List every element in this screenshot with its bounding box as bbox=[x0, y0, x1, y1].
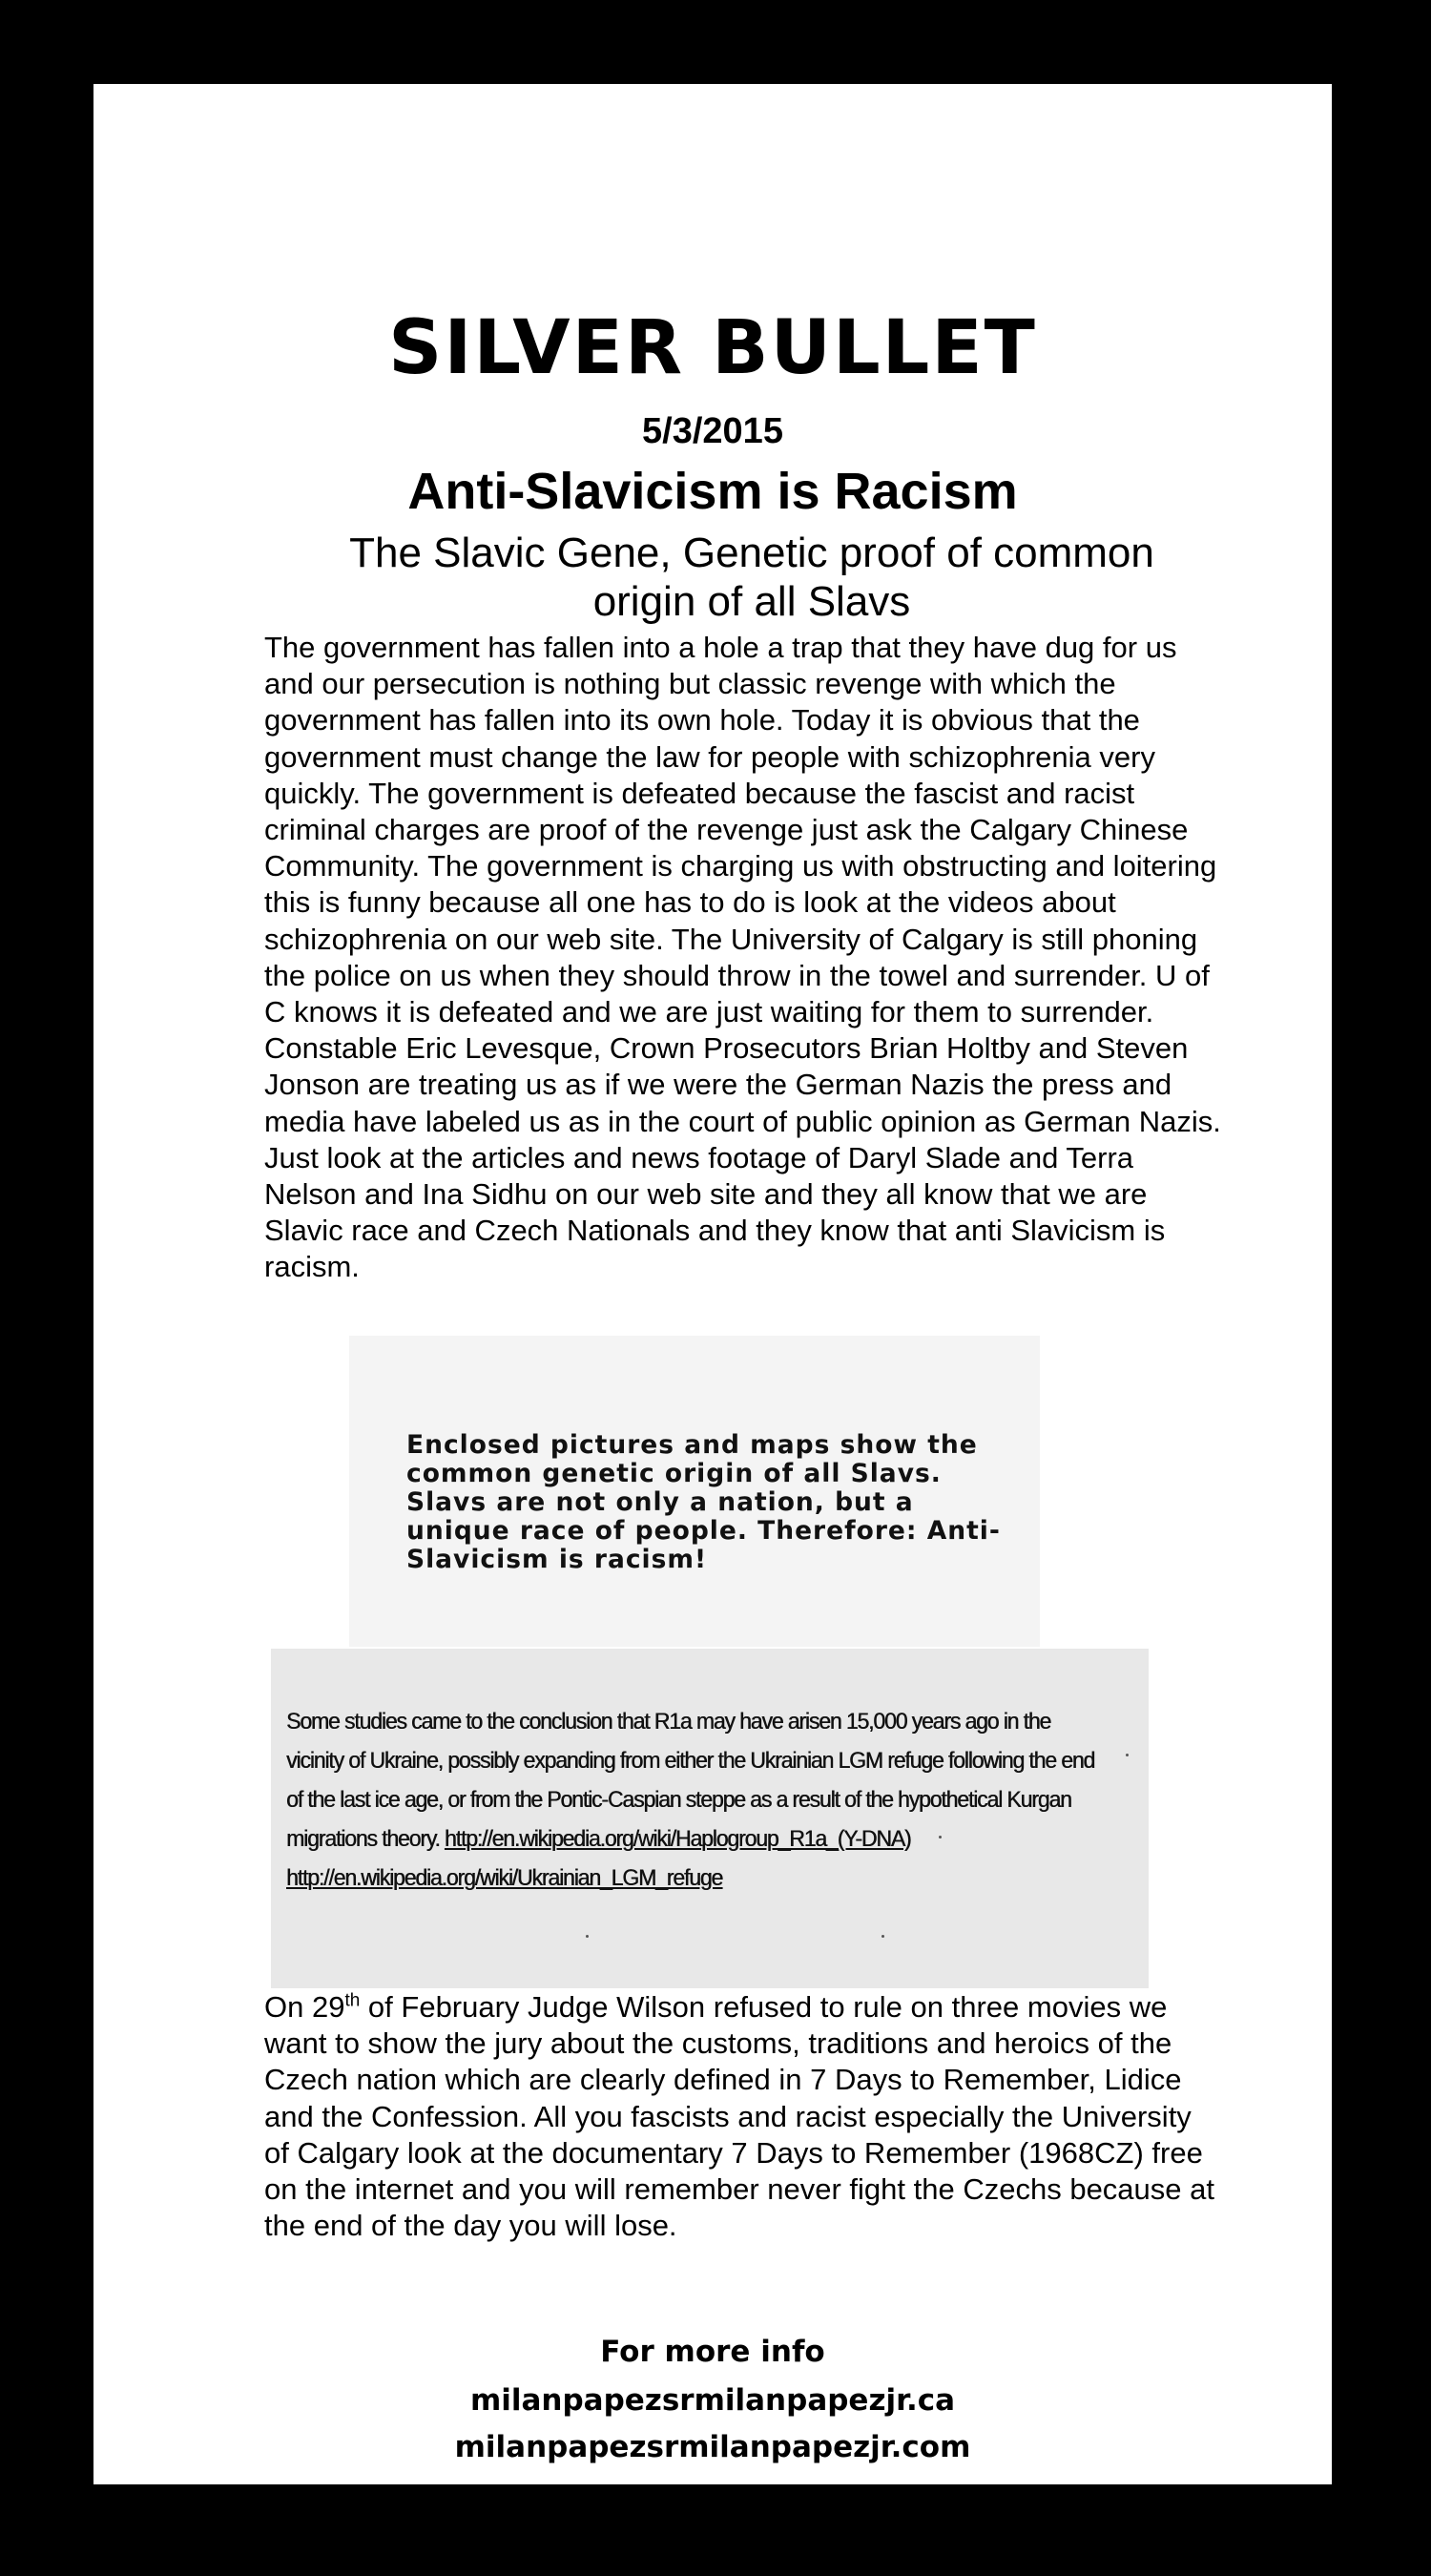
clipping-slavs-text: Enclosed pictures and maps show the common genetic origin of all Slavs. Slavs are not only a nation, but a unique race of people. Therefore: Anti-Slavicism is racism! bbox=[406, 1430, 1001, 1574]
scan-speck bbox=[881, 1935, 884, 1938]
document-page bbox=[93, 84, 1332, 2484]
scan-speck bbox=[1126, 1754, 1129, 1756]
clipping-slavs-statement bbox=[349, 1336, 1040, 1647]
clipping-r1a-study bbox=[271, 1649, 1149, 1988]
r1a-study-text: Some studies came to the conclusion that R1a may have arisen 15,000 years ago in the vicinity of Ukraine, possibly expanding from either the Ukrainian LGM refuge following the end of the last ice age, or from the Pontic-Caspian steppe as a result of the hypothetical Kurgan migrations theory. bbox=[286, 1709, 1095, 1852]
clipping-r1a-text bbox=[286, 1702, 1101, 1898]
issue-date: 5/3/2015 bbox=[642, 411, 783, 451]
link-ukrainian-lgm-refuge[interactable]: http://en.wikipedia.org/wiki/Ukrainian_LGM_refuge bbox=[286, 1865, 723, 1891]
newsletter-title: SILVER BULLET bbox=[388, 305, 1037, 391]
paragraph-2-lead: On 29 bbox=[264, 1990, 345, 2024]
footer-label: For more info bbox=[600, 2335, 825, 2369]
headline: Anti-Slavicism is Racism bbox=[407, 463, 1018, 520]
article-paragraph-2 bbox=[264, 1989, 1223, 2244]
paragraph-2-rest: of February Judge Wilson refused to rule on three movies we want to show the jury about the customs, traditions and heroics of the Czech nation which are clearly defined in 7 Days to Remember, Lidice and the Confession. All you fascists and racist especially the University of Calgary look at the documentary 7 Days to Remember (1968CZ) free on the internet and you will remember never fight the Czechs because at the end of the day you will lose. bbox=[264, 1990, 1214, 2243]
subheadline: The Slavic Gene, Genetic proof of common origin of all Slavs bbox=[349, 530, 1154, 625]
scan-speck bbox=[586, 1935, 589, 1938]
link-haplogroup-r1a[interactable]: http://en.wikipedia.org/wiki/Haplogroup_R1a_(Y-DNA) bbox=[444, 1826, 911, 1852]
ordinal-suffix: th bbox=[344, 1990, 361, 2011]
article-paragraph-1: The government has fallen into a hole a trap that they have dug for us and our persecution is nothing but classic revenge with which the government has fallen into its own hole. Today it is obvious that the government must change the law for people with schizophrenia very quickly. The government is defeated because the fascist and racist criminal charges are proof of the revenge just ask the Calgary Chinese Community. The government is charging us with obstructing and loitering this is funny because all one has to do is look at the videos about schizophrenia on our web site. The University of Calgary is still phoning the police on us when they should throw in the towel and surrender. U of C knows it is defeated and we are just waiting for them to surrender. Constable Eric Levesque, Crown Prosecutors Brian Holtby and Steven Jonson are treating us as if we were the German Nazis the press and media have labeled us as in the court of public opinion as German Nazis. Just look at the articles and news footage of Daryl Slade and Terra Nelson and Ina Sidhu on our web site and they all know that we are Slavic race and Czech Nationals and they know that anti Slavicism is racism. bbox=[264, 631, 1221, 1284]
footer-website-ca: milanpapezsrmilanpapezjr.ca bbox=[469, 2383, 956, 2418]
footer-website-com: milanpapezsrmilanpapezjr.com bbox=[454, 2430, 971, 2464]
